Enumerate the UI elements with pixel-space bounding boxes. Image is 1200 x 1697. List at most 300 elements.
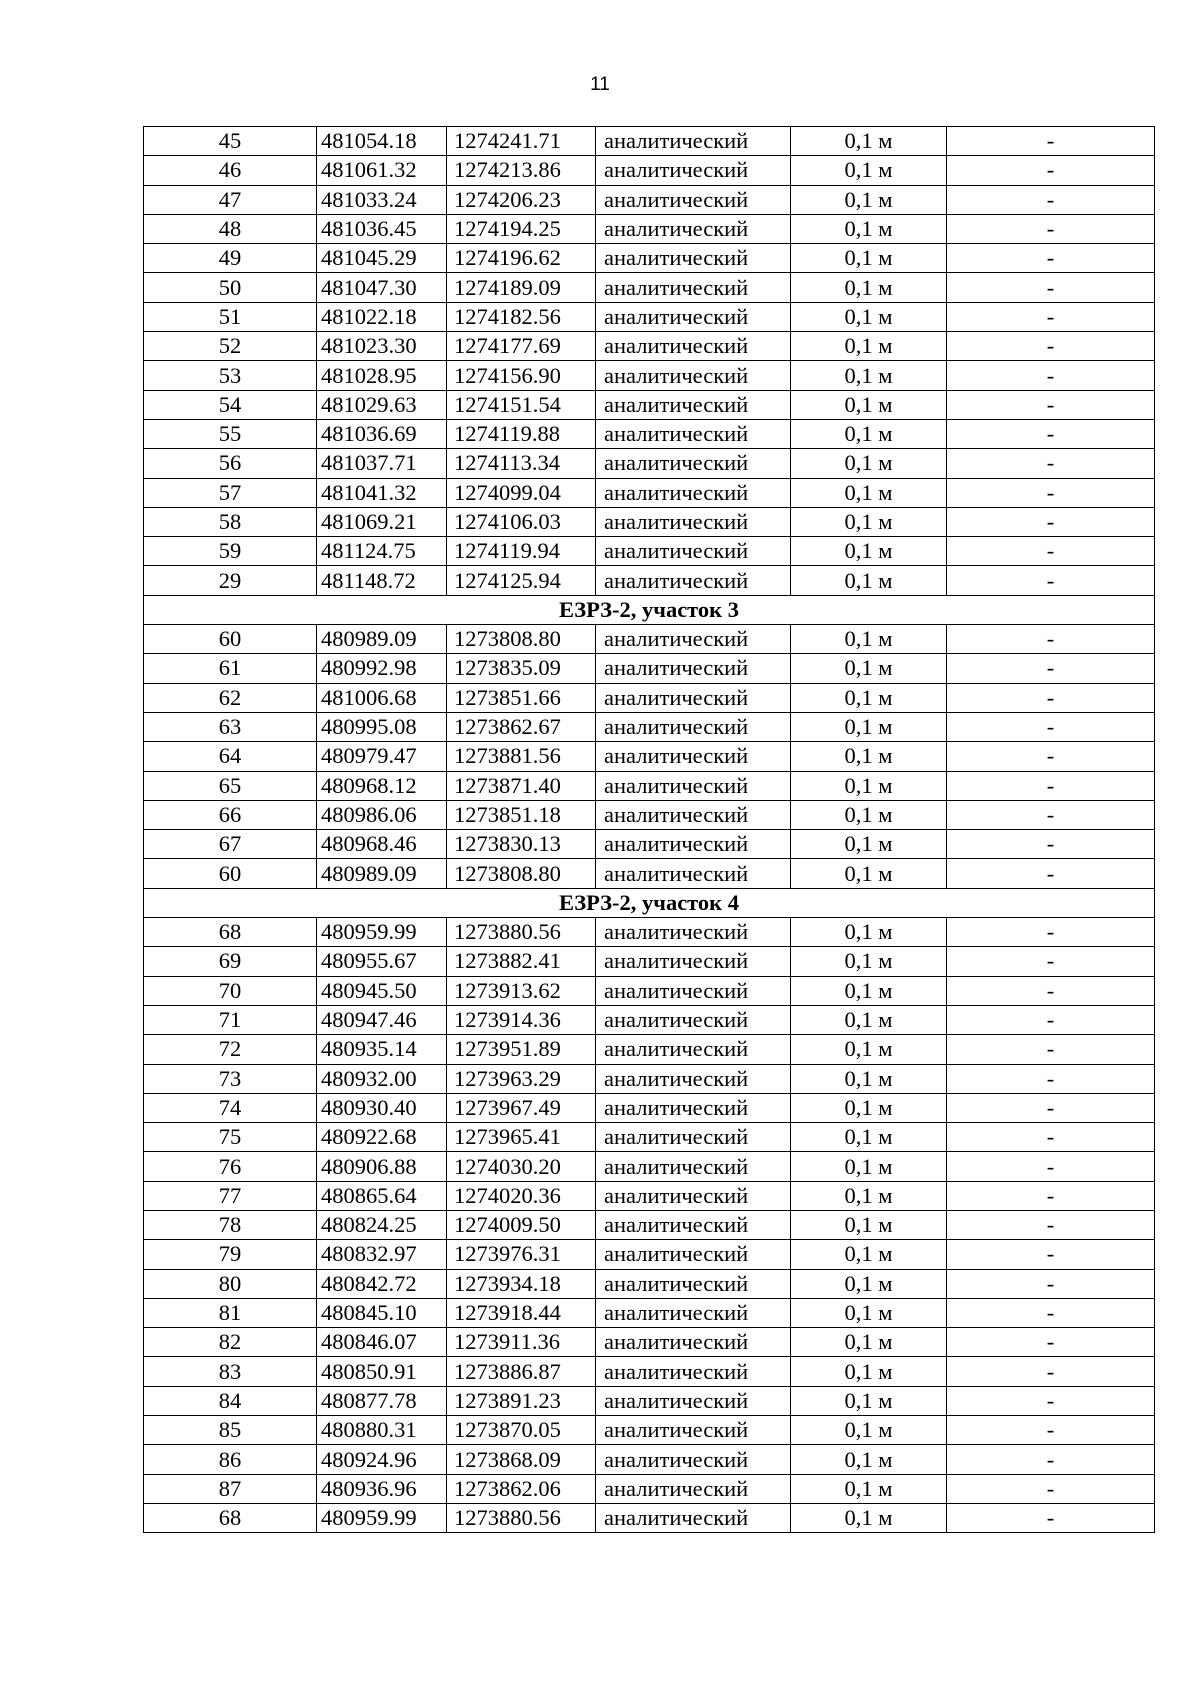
method-cell: аналитический bbox=[596, 1474, 791, 1503]
y-coordinate-cell: 1273808.80 bbox=[447, 625, 596, 654]
accuracy-cell: 0,1 м bbox=[791, 859, 947, 888]
x-coordinate-cell: 480992.98 bbox=[317, 654, 447, 683]
accuracy-cell: 0,1 м bbox=[791, 947, 947, 976]
method-cell: аналитический bbox=[596, 1152, 791, 1181]
accuracy-cell: 0,1 м bbox=[791, 127, 947, 156]
y-coordinate-cell: 1273976.31 bbox=[447, 1240, 596, 1269]
table-row bbox=[144, 419, 1155, 448]
note-cell: - bbox=[947, 1386, 1155, 1415]
y-coordinate-cell: 1273868.09 bbox=[447, 1445, 596, 1474]
coordinates-table bbox=[143, 126, 1155, 1533]
method-cell: аналитический bbox=[596, 976, 791, 1005]
y-coordinate-cell: 1274156.90 bbox=[447, 361, 596, 390]
table-row bbox=[144, 1240, 1155, 1269]
method-cell: аналитический bbox=[596, 332, 791, 361]
method-cell: аналитический bbox=[596, 449, 791, 478]
y-coordinate-cell: 1273880.56 bbox=[447, 1503, 596, 1532]
note-cell: - bbox=[947, 1474, 1155, 1503]
note-cell: - bbox=[947, 1416, 1155, 1445]
note-cell: - bbox=[947, 1210, 1155, 1239]
x-coordinate-cell: 480850.91 bbox=[317, 1357, 447, 1386]
note-cell: - bbox=[947, 478, 1155, 507]
x-coordinate-cell: 481148.72 bbox=[317, 566, 447, 595]
accuracy-cell: 0,1 м bbox=[791, 742, 947, 771]
table-row bbox=[144, 1269, 1155, 1298]
table-row bbox=[144, 859, 1155, 888]
accuracy-cell: 0,1 м bbox=[791, 830, 947, 859]
note-cell: - bbox=[947, 419, 1155, 448]
point-number-cell: 54 bbox=[144, 390, 317, 419]
table-row bbox=[144, 800, 1155, 829]
note-cell: - bbox=[947, 449, 1155, 478]
method-cell: аналитический bbox=[596, 1328, 791, 1357]
point-number-cell: 58 bbox=[144, 507, 317, 536]
y-coordinate-cell: 1273918.44 bbox=[447, 1298, 596, 1327]
method-cell: аналитический bbox=[596, 1005, 791, 1034]
point-number-cell: 70 bbox=[144, 976, 317, 1005]
method-cell: аналитический bbox=[596, 1093, 791, 1122]
accuracy-cell: 0,1 м bbox=[791, 1005, 947, 1034]
method-cell: аналитический bbox=[596, 478, 791, 507]
note-cell: - bbox=[947, 332, 1155, 361]
note-cell: - bbox=[947, 1005, 1155, 1034]
note-cell: - bbox=[947, 918, 1155, 947]
note-cell: - bbox=[947, 1181, 1155, 1210]
table-row bbox=[144, 1005, 1155, 1034]
accuracy-cell: 0,1 м bbox=[791, 1298, 947, 1327]
point-number-cell: 29 bbox=[144, 566, 317, 595]
accuracy-cell: 0,1 м bbox=[791, 1181, 947, 1210]
y-coordinate-cell: 1273951.89 bbox=[447, 1035, 596, 1064]
method-cell: аналитический bbox=[596, 1357, 791, 1386]
method-cell: аналитический bbox=[596, 1298, 791, 1327]
point-number-cell: 49 bbox=[144, 244, 317, 273]
x-coordinate-cell: 480995.08 bbox=[317, 712, 447, 741]
accuracy-cell: 0,1 м bbox=[791, 244, 947, 273]
accuracy-cell: 0,1 м bbox=[791, 419, 947, 448]
accuracy-cell: 0,1 м bbox=[791, 800, 947, 829]
note-cell: - bbox=[947, 507, 1155, 536]
note-cell: - bbox=[947, 537, 1155, 566]
method-cell: аналитический bbox=[596, 1240, 791, 1269]
accuracy-cell: 0,1 м bbox=[791, 566, 947, 595]
y-coordinate-cell: 1273870.05 bbox=[447, 1416, 596, 1445]
note-cell: - bbox=[947, 1445, 1155, 1474]
table-row bbox=[144, 654, 1155, 683]
x-coordinate-cell: 480846.07 bbox=[317, 1328, 447, 1357]
point-number-cell: 57 bbox=[144, 478, 317, 507]
x-coordinate-cell: 481006.68 bbox=[317, 683, 447, 712]
table-row bbox=[144, 537, 1155, 566]
point-number-cell: 46 bbox=[144, 156, 317, 185]
y-coordinate-cell: 1273851.66 bbox=[447, 683, 596, 712]
x-coordinate-cell: 480989.09 bbox=[317, 859, 447, 888]
table-row bbox=[144, 302, 1155, 331]
x-coordinate-cell: 481022.18 bbox=[317, 302, 447, 331]
table-row bbox=[144, 507, 1155, 536]
point-number-cell: 60 bbox=[144, 859, 317, 888]
accuracy-cell: 0,1 м bbox=[791, 976, 947, 1005]
method-cell: аналитический bbox=[596, 302, 791, 331]
y-coordinate-cell: 1273891.23 bbox=[447, 1386, 596, 1415]
x-coordinate-cell: 480959.99 bbox=[317, 1503, 447, 1532]
accuracy-cell: 0,1 м bbox=[791, 302, 947, 331]
point-number-cell: 74 bbox=[144, 1093, 317, 1122]
accuracy-cell: 0,1 м bbox=[791, 273, 947, 302]
table-row bbox=[144, 127, 1155, 156]
table-row bbox=[144, 214, 1155, 243]
method-cell: аналитический bbox=[596, 1210, 791, 1239]
method-cell: аналитический bbox=[596, 390, 791, 419]
x-coordinate-cell: 480945.50 bbox=[317, 976, 447, 1005]
accuracy-cell: 0,1 м bbox=[791, 1035, 947, 1064]
table-row bbox=[144, 1416, 1155, 1445]
point-number-cell: 60 bbox=[144, 625, 317, 654]
method-cell: аналитический bbox=[596, 859, 791, 888]
table-row bbox=[144, 185, 1155, 214]
note-cell: - bbox=[947, 1298, 1155, 1327]
accuracy-cell: 0,1 м bbox=[791, 1064, 947, 1093]
x-coordinate-cell: 481037.71 bbox=[317, 449, 447, 478]
table-row bbox=[144, 1210, 1155, 1239]
point-number-cell: 76 bbox=[144, 1152, 317, 1181]
section-header-row bbox=[144, 888, 1155, 917]
y-coordinate-cell: 1274020.36 bbox=[447, 1181, 596, 1210]
accuracy-cell: 0,1 м bbox=[791, 185, 947, 214]
method-cell: аналитический bbox=[596, 1445, 791, 1474]
accuracy-cell: 0,1 м bbox=[791, 1210, 947, 1239]
x-coordinate-cell: 481045.29 bbox=[317, 244, 447, 273]
accuracy-cell: 0,1 м bbox=[791, 771, 947, 800]
x-coordinate-cell: 480906.88 bbox=[317, 1152, 447, 1181]
point-number-cell: 73 bbox=[144, 1064, 317, 1093]
x-coordinate-cell: 481061.32 bbox=[317, 156, 447, 185]
table-row bbox=[144, 771, 1155, 800]
point-number-cell: 71 bbox=[144, 1005, 317, 1034]
accuracy-cell: 0,1 м bbox=[791, 1445, 947, 1474]
method-cell: аналитический bbox=[596, 156, 791, 185]
table-row bbox=[144, 683, 1155, 712]
method-cell: аналитический bbox=[596, 127, 791, 156]
table-row bbox=[144, 712, 1155, 741]
accuracy-cell: 0,1 м bbox=[791, 1269, 947, 1298]
y-coordinate-cell: 1274189.09 bbox=[447, 273, 596, 302]
y-coordinate-cell: 1274182.56 bbox=[447, 302, 596, 331]
accuracy-cell: 0,1 м bbox=[791, 1416, 947, 1445]
point-number-cell: 53 bbox=[144, 361, 317, 390]
x-coordinate-cell: 480935.14 bbox=[317, 1035, 447, 1064]
note-cell: - bbox=[947, 390, 1155, 419]
point-number-cell: 65 bbox=[144, 771, 317, 800]
point-number-cell: 86 bbox=[144, 1445, 317, 1474]
x-coordinate-cell: 481054.18 bbox=[317, 127, 447, 156]
y-coordinate-cell: 1273963.29 bbox=[447, 1064, 596, 1093]
method-cell: аналитический bbox=[596, 771, 791, 800]
note-cell: - bbox=[947, 712, 1155, 741]
table-row bbox=[144, 1474, 1155, 1503]
table-row bbox=[144, 478, 1155, 507]
y-coordinate-cell: 1274099.04 bbox=[447, 478, 596, 507]
note-cell: - bbox=[947, 771, 1155, 800]
method-cell: аналитический bbox=[596, 1123, 791, 1152]
method-cell: аналитический bbox=[596, 712, 791, 741]
table-row bbox=[144, 273, 1155, 302]
y-coordinate-cell: 1273882.41 bbox=[447, 947, 596, 976]
note-cell: - bbox=[947, 566, 1155, 595]
y-coordinate-cell: 1273965.41 bbox=[447, 1123, 596, 1152]
y-coordinate-cell: 1273835.09 bbox=[447, 654, 596, 683]
point-number-cell: 68 bbox=[144, 918, 317, 947]
y-coordinate-cell: 1274213.86 bbox=[447, 156, 596, 185]
x-coordinate-cell: 481023.30 bbox=[317, 332, 447, 361]
method-cell: аналитический bbox=[596, 947, 791, 976]
note-cell: - bbox=[947, 947, 1155, 976]
x-coordinate-cell: 480924.96 bbox=[317, 1445, 447, 1474]
y-coordinate-cell: 1274196.62 bbox=[447, 244, 596, 273]
table-row bbox=[144, 1181, 1155, 1210]
y-coordinate-cell: 1273914.36 bbox=[447, 1005, 596, 1034]
table-row bbox=[144, 976, 1155, 1005]
method-cell: аналитический bbox=[596, 1064, 791, 1093]
note-cell: - bbox=[947, 1269, 1155, 1298]
note-cell: - bbox=[947, 1123, 1155, 1152]
accuracy-cell: 0,1 м bbox=[791, 712, 947, 741]
method-cell: аналитический bbox=[596, 654, 791, 683]
table-row bbox=[144, 449, 1155, 478]
point-number-cell: 47 bbox=[144, 185, 317, 214]
x-coordinate-cell: 480832.97 bbox=[317, 1240, 447, 1269]
x-coordinate-cell: 481069.21 bbox=[317, 507, 447, 536]
accuracy-cell: 0,1 м bbox=[791, 507, 947, 536]
page-number: 11 bbox=[590, 74, 610, 95]
accuracy-cell: 0,1 м bbox=[791, 654, 947, 683]
method-cell: аналитический bbox=[596, 507, 791, 536]
point-number-cell: 75 bbox=[144, 1123, 317, 1152]
point-number-cell: 82 bbox=[144, 1328, 317, 1357]
accuracy-cell: 0,1 м bbox=[791, 1152, 947, 1181]
table-row bbox=[144, 1445, 1155, 1474]
y-coordinate-cell: 1274030.20 bbox=[447, 1152, 596, 1181]
table-row bbox=[144, 566, 1155, 595]
y-coordinate-cell: 1273967.49 bbox=[447, 1093, 596, 1122]
x-coordinate-cell: 480959.99 bbox=[317, 918, 447, 947]
x-coordinate-cell: 480986.06 bbox=[317, 800, 447, 829]
accuracy-cell: 0,1 м bbox=[791, 537, 947, 566]
table-row bbox=[144, 830, 1155, 859]
y-coordinate-cell: 1273886.87 bbox=[447, 1357, 596, 1386]
note-cell: - bbox=[947, 1093, 1155, 1122]
x-coordinate-cell: 480936.96 bbox=[317, 1474, 447, 1503]
method-cell: аналитический bbox=[596, 1269, 791, 1298]
note-cell: - bbox=[947, 1328, 1155, 1357]
table-row bbox=[144, 1386, 1155, 1415]
x-coordinate-cell: 480880.31 bbox=[317, 1416, 447, 1445]
method-cell: аналитический bbox=[596, 1035, 791, 1064]
note-cell: - bbox=[947, 742, 1155, 771]
note-cell: - bbox=[947, 1357, 1155, 1386]
y-coordinate-cell: 1273880.56 bbox=[447, 918, 596, 947]
x-coordinate-cell: 480989.09 bbox=[317, 625, 447, 654]
method-cell: аналитический bbox=[596, 800, 791, 829]
accuracy-cell: 0,1 м bbox=[791, 1357, 947, 1386]
point-number-cell: 81 bbox=[144, 1298, 317, 1327]
table-row bbox=[144, 918, 1155, 947]
point-number-cell: 68 bbox=[144, 1503, 317, 1532]
table-row bbox=[144, 390, 1155, 419]
note-cell: - bbox=[947, 859, 1155, 888]
table-row bbox=[144, 1328, 1155, 1357]
x-coordinate-cell: 481028.95 bbox=[317, 361, 447, 390]
note-cell: - bbox=[947, 1064, 1155, 1093]
x-coordinate-cell: 480947.46 bbox=[317, 1005, 447, 1034]
x-coordinate-cell: 480979.47 bbox=[317, 742, 447, 771]
table-row bbox=[144, 1503, 1155, 1532]
method-cell: аналитический bbox=[596, 214, 791, 243]
accuracy-cell: 0,1 м bbox=[791, 1123, 947, 1152]
method-cell: аналитический bbox=[596, 625, 791, 654]
note-cell: - bbox=[947, 214, 1155, 243]
y-coordinate-cell: 1274009.50 bbox=[447, 1210, 596, 1239]
y-coordinate-cell: 1273911.36 bbox=[447, 1328, 596, 1357]
point-number-cell: 66 bbox=[144, 800, 317, 829]
note-cell: - bbox=[947, 976, 1155, 1005]
table-row bbox=[144, 1152, 1155, 1181]
note-cell: - bbox=[947, 1503, 1155, 1532]
x-coordinate-cell: 481124.75 bbox=[317, 537, 447, 566]
x-coordinate-cell: 481036.45 bbox=[317, 214, 447, 243]
y-coordinate-cell: 1274194.25 bbox=[447, 214, 596, 243]
note-cell: - bbox=[947, 185, 1155, 214]
x-coordinate-cell: 480930.40 bbox=[317, 1093, 447, 1122]
accuracy-cell: 0,1 м bbox=[791, 1240, 947, 1269]
y-coordinate-cell: 1274151.54 bbox=[447, 390, 596, 419]
accuracy-cell: 0,1 м bbox=[791, 1386, 947, 1415]
point-number-cell: 84 bbox=[144, 1386, 317, 1415]
point-number-cell: 50 bbox=[144, 273, 317, 302]
accuracy-cell: 0,1 м bbox=[791, 625, 947, 654]
point-number-cell: 77 bbox=[144, 1181, 317, 1210]
y-coordinate-cell: 1274119.88 bbox=[447, 419, 596, 448]
accuracy-cell: 0,1 м bbox=[791, 1093, 947, 1122]
y-coordinate-cell: 1273862.67 bbox=[447, 712, 596, 741]
note-cell: - bbox=[947, 683, 1155, 712]
accuracy-cell: 0,1 м bbox=[791, 449, 947, 478]
table-row bbox=[144, 361, 1155, 390]
method-cell: аналитический bbox=[596, 537, 791, 566]
method-cell: аналитический bbox=[596, 1503, 791, 1532]
note-cell: - bbox=[947, 830, 1155, 859]
x-coordinate-cell: 480968.12 bbox=[317, 771, 447, 800]
note-cell: - bbox=[947, 625, 1155, 654]
point-number-cell: 51 bbox=[144, 302, 317, 331]
accuracy-cell: 0,1 м bbox=[791, 214, 947, 243]
y-coordinate-cell: 1273913.62 bbox=[447, 976, 596, 1005]
point-number-cell: 78 bbox=[144, 1210, 317, 1239]
point-number-cell: 72 bbox=[144, 1035, 317, 1064]
table-row bbox=[144, 332, 1155, 361]
y-coordinate-cell: 1273851.18 bbox=[447, 800, 596, 829]
x-coordinate-cell: 480824.25 bbox=[317, 1210, 447, 1239]
table-row bbox=[144, 947, 1155, 976]
method-cell: аналитический bbox=[596, 1181, 791, 1210]
accuracy-cell: 0,1 м bbox=[791, 361, 947, 390]
table-row bbox=[144, 1298, 1155, 1327]
y-coordinate-cell: 1273830.13 bbox=[447, 830, 596, 859]
y-coordinate-cell: 1274113.34 bbox=[447, 449, 596, 478]
method-cell: аналитический bbox=[596, 273, 791, 302]
y-coordinate-cell: 1273934.18 bbox=[447, 1269, 596, 1298]
point-number-cell: 63 bbox=[144, 712, 317, 741]
method-cell: аналитический bbox=[596, 566, 791, 595]
x-coordinate-cell: 480877.78 bbox=[317, 1386, 447, 1415]
note-cell: - bbox=[947, 127, 1155, 156]
point-number-cell: 48 bbox=[144, 214, 317, 243]
point-number-cell: 56 bbox=[144, 449, 317, 478]
section-header-row bbox=[144, 595, 1155, 624]
point-number-cell: 55 bbox=[144, 419, 317, 448]
method-cell: аналитический bbox=[596, 830, 791, 859]
y-coordinate-cell: 1274241.71 bbox=[447, 127, 596, 156]
table-row bbox=[144, 156, 1155, 185]
note-cell: - bbox=[947, 361, 1155, 390]
x-coordinate-cell: 480968.46 bbox=[317, 830, 447, 859]
x-coordinate-cell: 480955.67 bbox=[317, 947, 447, 976]
y-coordinate-cell: 1274106.03 bbox=[447, 507, 596, 536]
table-row bbox=[144, 1123, 1155, 1152]
y-coordinate-cell: 1273881.56 bbox=[447, 742, 596, 771]
table-row bbox=[144, 742, 1155, 771]
accuracy-cell: 0,1 м bbox=[791, 1328, 947, 1357]
x-coordinate-cell: 481029.63 bbox=[317, 390, 447, 419]
x-coordinate-cell: 481041.32 bbox=[317, 478, 447, 507]
y-coordinate-cell: 1273808.80 bbox=[447, 859, 596, 888]
x-coordinate-cell: 480842.72 bbox=[317, 1269, 447, 1298]
note-cell: - bbox=[947, 273, 1155, 302]
point-number-cell: 85 bbox=[144, 1416, 317, 1445]
section-title: ЕЗРЗ-2, участок 3 bbox=[144, 595, 1155, 624]
method-cell: аналитический bbox=[596, 185, 791, 214]
table-row bbox=[144, 244, 1155, 273]
y-coordinate-cell: 1273871.40 bbox=[447, 771, 596, 800]
x-coordinate-cell: 480865.64 bbox=[317, 1181, 447, 1210]
note-cell: - bbox=[947, 1152, 1155, 1181]
y-coordinate-cell: 1274119.94 bbox=[447, 537, 596, 566]
y-coordinate-cell: 1274125.94 bbox=[447, 566, 596, 595]
point-number-cell: 83 bbox=[144, 1357, 317, 1386]
x-coordinate-cell: 480845.10 bbox=[317, 1298, 447, 1327]
point-number-cell: 79 bbox=[144, 1240, 317, 1269]
accuracy-cell: 0,1 м bbox=[791, 1503, 947, 1532]
accuracy-cell: 0,1 м bbox=[791, 478, 947, 507]
y-coordinate-cell: 1274206.23 bbox=[447, 185, 596, 214]
x-coordinate-cell: 480922.68 bbox=[317, 1123, 447, 1152]
point-number-cell: 80 bbox=[144, 1269, 317, 1298]
method-cell: аналитический bbox=[596, 1416, 791, 1445]
y-coordinate-cell: 1274177.69 bbox=[447, 332, 596, 361]
x-coordinate-cell: 481036.69 bbox=[317, 419, 447, 448]
y-coordinate-cell: 1273862.06 bbox=[447, 1474, 596, 1503]
accuracy-cell: 0,1 м bbox=[791, 156, 947, 185]
accuracy-cell: 0,1 м bbox=[791, 1474, 947, 1503]
point-number-cell: 45 bbox=[144, 127, 317, 156]
point-number-cell: 61 bbox=[144, 654, 317, 683]
table-row bbox=[144, 1093, 1155, 1122]
method-cell: аналитический bbox=[596, 419, 791, 448]
accuracy-cell: 0,1 м bbox=[791, 332, 947, 361]
point-number-cell: 62 bbox=[144, 683, 317, 712]
accuracy-cell: 0,1 м bbox=[791, 683, 947, 712]
method-cell: аналитический bbox=[596, 1386, 791, 1415]
